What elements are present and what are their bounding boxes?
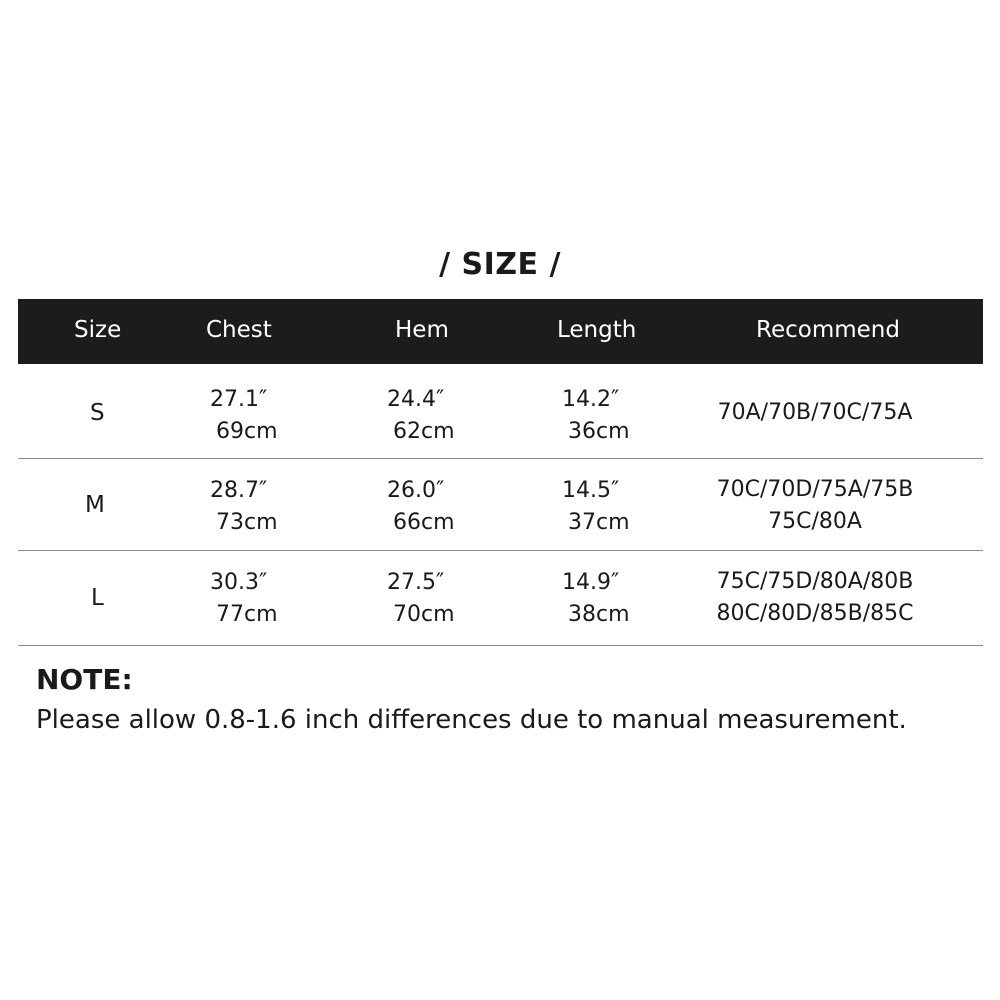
length-cm: 38cm bbox=[568, 602, 630, 627]
recommend-line: 75C/80A bbox=[768, 509, 862, 534]
hem-cm: 70cm bbox=[393, 602, 455, 627]
hem-value bbox=[387, 475, 455, 539]
hem-cm: 66cm bbox=[393, 510, 455, 535]
size-chart-title: / SIZE / bbox=[439, 247, 561, 282]
recommend-line: 70A/70B/70C/75A bbox=[717, 400, 913, 425]
size-label: S bbox=[90, 400, 105, 426]
table-header bbox=[18, 299, 983, 364]
hem-inches: 24.4″ bbox=[387, 387, 445, 412]
length-cm: 37cm bbox=[568, 510, 630, 535]
hem-inches: 27.5″ bbox=[387, 570, 445, 595]
chest-value bbox=[210, 475, 278, 539]
header-length: Length bbox=[557, 317, 637, 343]
chest-cm: 69cm bbox=[216, 419, 278, 444]
header-chest: Chest bbox=[206, 317, 272, 343]
header-size: Size bbox=[74, 317, 122, 343]
recommend-value bbox=[695, 397, 935, 429]
chest-inches: 27.1″ bbox=[210, 387, 268, 412]
length-inches: 14.9″ bbox=[562, 570, 620, 595]
size-label: M bbox=[85, 492, 105, 518]
row-divider bbox=[18, 550, 983, 551]
row-divider bbox=[18, 458, 983, 459]
length-value bbox=[562, 475, 630, 539]
length-inches: 14.2″ bbox=[562, 387, 620, 412]
row-divider bbox=[18, 645, 983, 646]
header-hem: Hem bbox=[395, 317, 449, 343]
chest-inches: 28.7″ bbox=[210, 478, 268, 503]
note-title: NOTE: bbox=[36, 663, 133, 696]
length-cm: 36cm bbox=[568, 419, 630, 444]
length-inches: 14.5″ bbox=[562, 478, 620, 503]
recommend-line: 80C/80D/85B/85C bbox=[716, 601, 914, 626]
note-text: Please allow 0.8-1.6 inch differences due to manual measurement. bbox=[36, 705, 907, 735]
hem-value bbox=[387, 567, 455, 631]
length-value bbox=[562, 567, 630, 631]
hem-value bbox=[387, 384, 455, 448]
hem-cm: 62cm bbox=[393, 419, 455, 444]
size-label: L bbox=[91, 585, 104, 611]
chest-cm: 77cm bbox=[216, 602, 278, 627]
recommend-value bbox=[695, 474, 935, 538]
header-recommend: Recommend bbox=[756, 317, 900, 343]
hem-inches: 26.0″ bbox=[387, 478, 445, 503]
chest-cm: 73cm bbox=[216, 510, 278, 535]
chest-value bbox=[210, 567, 278, 631]
recommend-line: 75C/75D/80A/80B bbox=[716, 569, 914, 594]
chest-value bbox=[210, 384, 278, 448]
length-value bbox=[562, 384, 630, 448]
recommend-line: 70C/70D/75A/75B bbox=[716, 477, 914, 502]
chest-inches: 30.3″ bbox=[210, 570, 268, 595]
recommend-value bbox=[695, 566, 935, 630]
